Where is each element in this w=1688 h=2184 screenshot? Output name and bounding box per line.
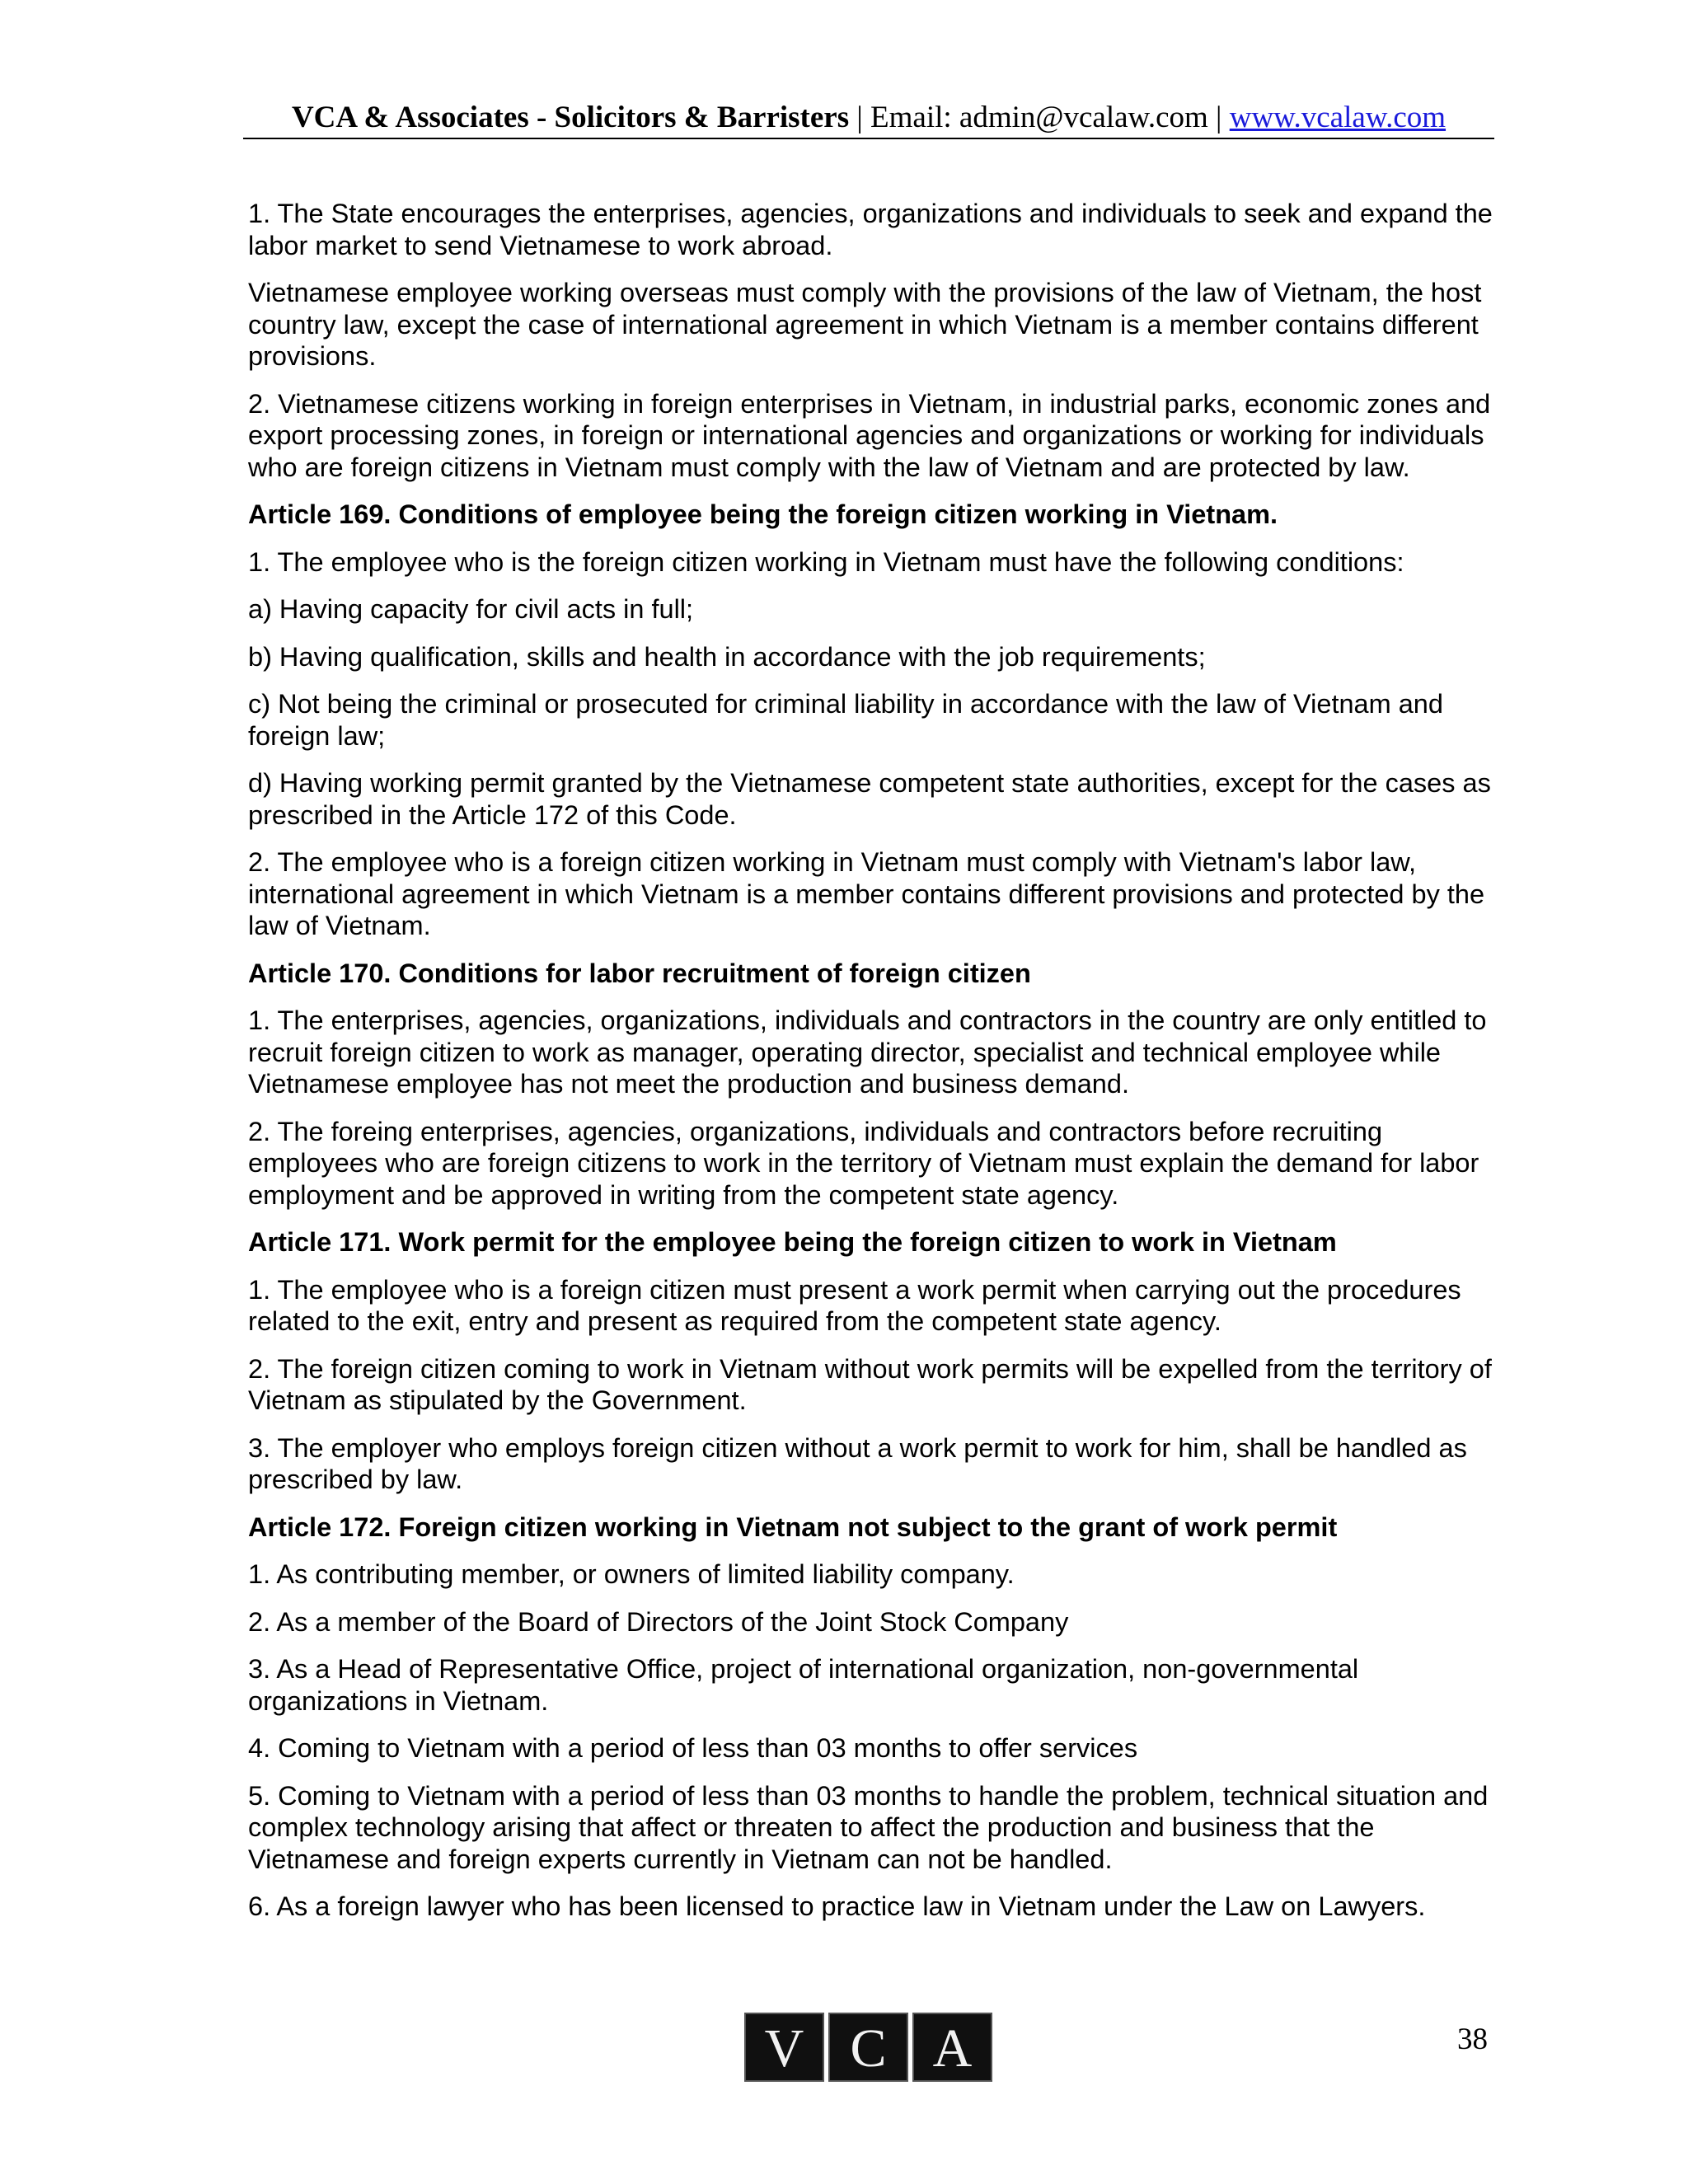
header-rule	[243, 138, 1494, 139]
paragraph: a) Having capacity for civil acts in full;	[248, 594, 694, 624]
article-heading: Article 172. Foreign citizen working in Vietnam not subject to the grant of work permit	[248, 1511, 1338, 1542]
page-header	[243, 97, 1494, 138]
paragraph: 2. The foreing enterprises, agencies, organizations, individuals and contractors before recruiting employees who are foreign citizens to work in the territory of Vietnam must explain the demand for labor employment and be approved in writing from the competent state agency.	[248, 1116, 1479, 1210]
paragraph: 3. The employer who employs foreign citizen without a work permit to work for him, shall be handled as prescribed by law.	[248, 1432, 1467, 1494]
logo-letter: V	[744, 2013, 824, 2082]
document-body	[248, 198, 1493, 1938]
website-link[interactable]: www.vcalaw.com	[1229, 101, 1447, 134]
paragraph: 2. As a member of the Board of Directors of the Joint Stock Company	[248, 1606, 1069, 1637]
paragraph: b) Having qualification, skills and health in accordance with the job requirements;	[248, 641, 1206, 672]
article-heading: Article 170. Conditions for labor recruitment of foreign citizen	[248, 958, 1031, 988]
paragraph: 2. The foreign citizen coming to work in Vietnam without work permits will be expelled from the territory of Vietnam as stipulated by the Government.	[248, 1353, 1492, 1415]
header-email: Email: admin@vcalaw.com	[870, 101, 1208, 134]
paragraph: 3. As a Head of Representative Office, project of international organization, non-governmental organizations in Vietnam.	[248, 1654, 1359, 1716]
article-heading: Article 171. Work permit for the employee being the foreign citizen to work in Vietnam	[248, 1227, 1337, 1257]
paragraph: 4. Coming to Vietnam with a period of less than 03 months to offer services	[248, 1733, 1138, 1763]
article-heading: Article 169. Conditions of employee being the foreign citizen working in Vietnam.	[248, 499, 1278, 529]
paragraph: 1. The enterprises, agencies, organizations, individuals and contractors in the country are only entitled to recruit foreign citizen to work as manager, operating director, specialist and technical employee while Vietnamese employee has not meet the production and business demand.	[248, 1005, 1487, 1099]
paragraph: Vietnamese employee working overseas must comply with the provisions of the law of Vietnam, the host country law, except the case of international agreement in which Vietnam is a member contains different provisions.	[248, 278, 1482, 371]
paragraph: d) Having working permit granted by the Vietnamese competent state authorities, except for the cases as prescribed in the Article 172 of this Code.	[248, 768, 1491, 830]
paragraph: 1. The employee who is a foreign citizen must present a work permit when carrying out the procedures related to the exit, entry and present as required from the competent state agency.	[248, 1274, 1461, 1336]
paragraph: 1. The employee who is the foreign citizen working in Vietnam must have the following conditions:	[248, 546, 1404, 577]
logo-letter: C	[828, 2013, 908, 2082]
paragraph: 5. Coming to Vietnam with a period of less than 03 months to handle the problem, technical situation and complex technology arising that affect or threaten to affect the production and business that the Vietnamese and foreign experts currently in Vietnam can not be handled.	[248, 1780, 1489, 1874]
vca-logo	[744, 2013, 992, 2082]
logo-letter: A	[912, 2013, 992, 2082]
paragraph: 2. Vietnamese citizens working in foreign enterprises in Vietnam, in industrial parks, economic zones and export processing zones, in foreign or international agencies and organizations or working for individuals who are foreign citizens in Vietnam must comply with the law of Vietnam and are protected by law.	[248, 388, 1491, 482]
header-separator: |	[1207, 101, 1230, 134]
paragraph: 1. As contributing member, or owners of limited liability company.	[248, 1559, 1015, 1589]
header-separator: |	[849, 101, 871, 134]
paragraph: 6. As a foreign lawyer who has been licensed to practice law in Vietnam under the Law on Lawyers.	[248, 1891, 1426, 1921]
paragraph: 1. The State encourages the enterprises, agencies, organizations and individuals to seek and expand the labor market to send Vietnamese to work abroad.	[248, 199, 1493, 260]
paragraph: c) Not being the criminal or prosecuted for criminal liability in accordance with the law of Vietnam and foreign law;	[248, 689, 1443, 751]
page-number: 38	[1457, 2022, 1488, 2056]
paragraph: 2. The employee who is a foreign citizen working in Vietnam must comply with Vietnam's labor law, international agreement in which Vietnam is a member contains different provisions and protected by the law of Vietnam.	[248, 847, 1485, 940]
firm-name: VCA & Associates - Solicitors & Barristers	[291, 101, 850, 134]
